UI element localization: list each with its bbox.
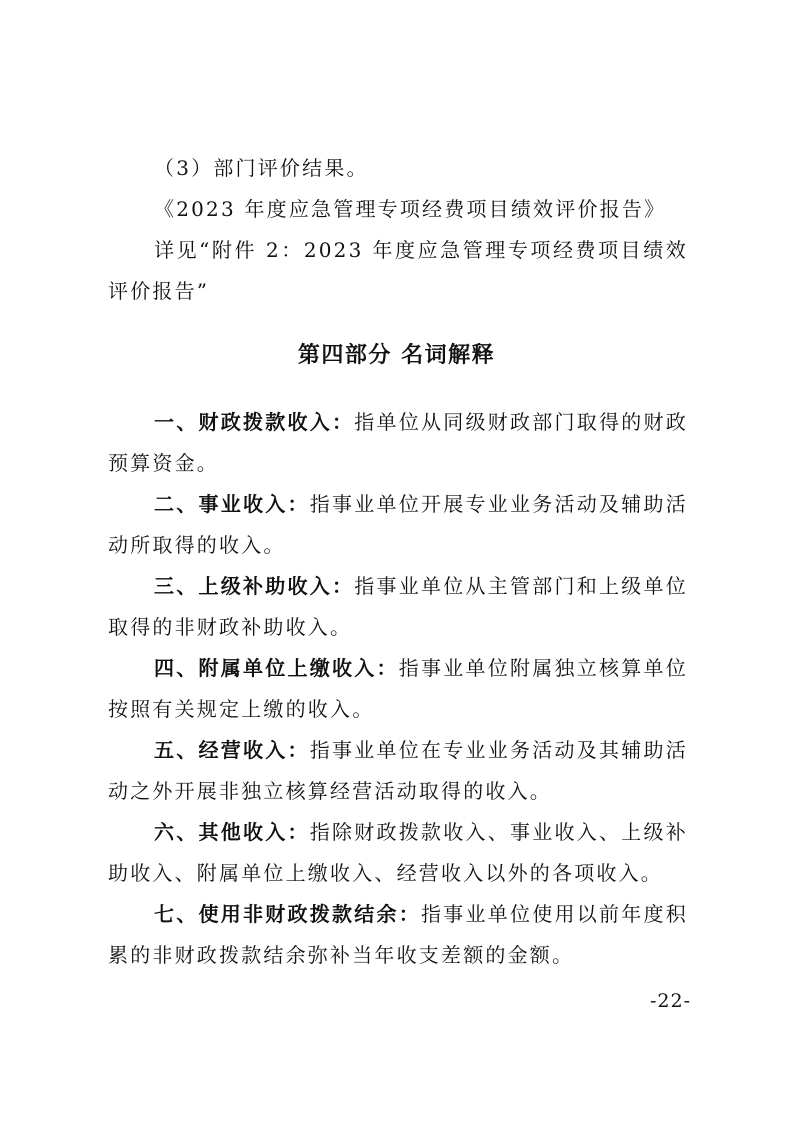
- definition-term: 四、附属单位上缴收入：: [154, 656, 399, 680]
- definition-text: 指事业单位开展专业业务活动及辅助活动所取得的收入。: [108, 492, 688, 557]
- evaluation-result-heading: （3）部门评价结果。: [154, 156, 369, 180]
- definition-item: [108, 648, 688, 730]
- definition-text: 指事业单位附属独立核算单位按照有关规定上缴的收入。: [108, 656, 689, 721]
- definition-text: 指单位从同级财政部门取得的财政预算资金。: [108, 410, 688, 475]
- definition-term: 三、上级补助收入：: [154, 574, 355, 598]
- definition-item: [108, 894, 688, 976]
- section-title: 第四部分 名词解释: [297, 343, 496, 368]
- attachment-reference: 详见“附件 2：2023 年度应急管理专项经费项目绩效评价报告”: [108, 238, 688, 303]
- definition-text: 指除财政拨款收入、事业收入、上级补助收入、附属单位上缴收入、经营收入以外的各项收入。: [108, 820, 688, 885]
- report-title-line: 《2023 年度应急管理专项经费项目绩效评价报告》: [154, 197, 667, 221]
- definition-term: 二、事业收入：: [154, 492, 310, 516]
- definition-item: [108, 484, 688, 566]
- definition-item: [108, 812, 688, 894]
- definition-item: [108, 402, 688, 484]
- definition-item: [108, 730, 688, 812]
- definition-term: 一、财政拨款收入：: [154, 410, 355, 434]
- definition-term: 六、其他收入：: [154, 820, 310, 844]
- definition-term: 七、使用非财政拨款结余：: [154, 902, 422, 926]
- definition-text: 指事业单位从主管部门和上级单位取得的非财政补助收入。: [108, 574, 688, 639]
- definition-term: 五、经营收入：: [154, 738, 310, 762]
- definition-item: [108, 566, 688, 648]
- definition-text: 指事业单位使用以前年度积累的非财政拨款结余弥补当年收支差额的金额。: [108, 902, 688, 967]
- definition-text: 指事业单位在专业业务活动及其辅助活动之外开展非独立核算经营活动取得的收入。: [108, 738, 688, 803]
- page-number: -22-: [649, 990, 691, 1012]
